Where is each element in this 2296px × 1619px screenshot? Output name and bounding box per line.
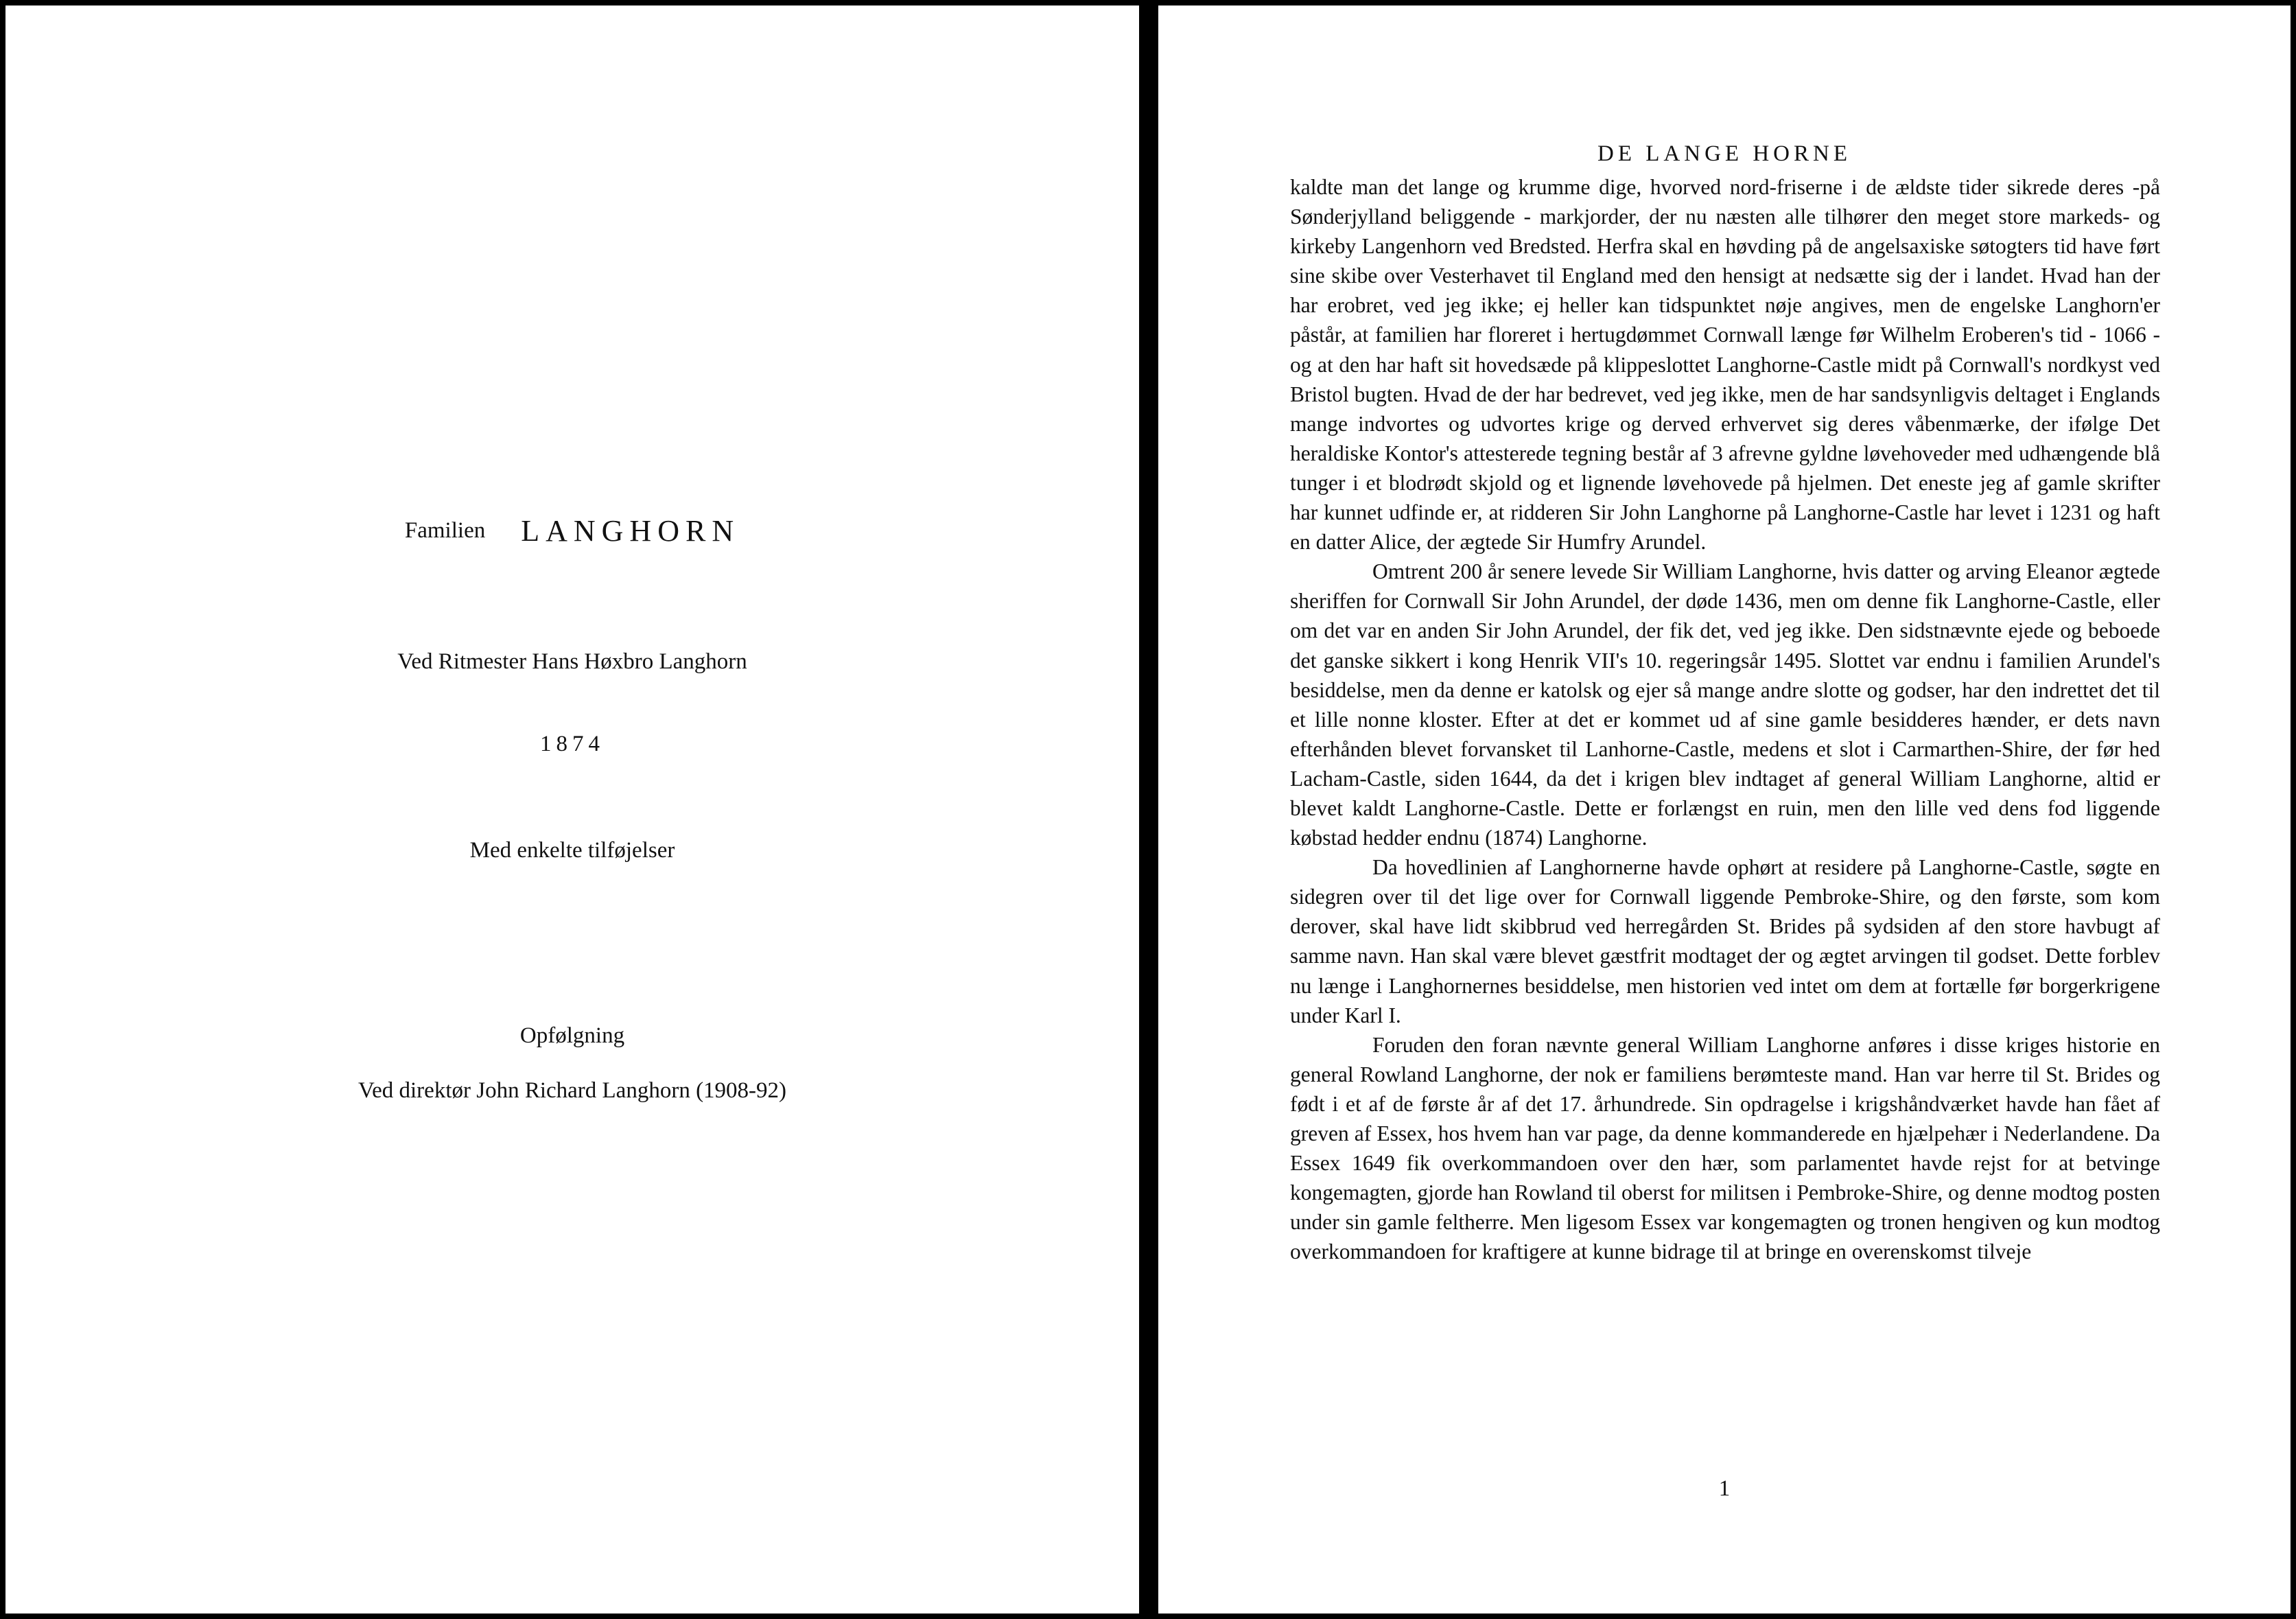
paragraph: kaldte man det lange og krumme dige, hvorved nord-friserne i de ældste tider sikrede deres -på Sønderjylland beliggende - markjorder, der nu næsten alle tilhører den meget store markeds- og kirkeby Langenhorn ved Bredsted. Herfra skal en høvding på de angelsaxiske søtogters tid have ført sine skibe over Vesterhavet til England med den hensigt at nedsætte sig der i landet. Hvad han der har erobret, ved jeg ikke; ej heller kan tidspunktet nøje angives, men de engelske Langhorn'er påstår, at familien har floreret i hertugdømmet Cornwall længe før Wilhelm Eroberen's tid - 1066 - og at den har haft sit hovedsæde på klippeslottet Langhorne-Castle midt på Cornwall's nordkyst ved Bristol bugten. Hvad de der har bedrevet, ved jeg ikke, men de har sandsynligvis deltaget i Englands mange indvortes og udvortes krige og derved erhvervet sig deres våbenmærke, der ifølge Det heraldiske Kontor's attesterede tegning består af 3 afrevne gyldne løvehoveder med udhængende blå tunger i et blodrødt skjold og et lignende løvehovede på hjelmen. Det eneste jeg af gamle skrifter har kunnet udfinde er, at ridderen Sir John Langhorne på Langhorne-Castle har levet i 1231 og haft en datter Alice, der ægtede Sir Humfry Arundel. [1290, 175, 2160, 555]
followup-label: Opfølgning [519, 1023, 625, 1048]
title-prefix: Familien [404, 518, 486, 543]
text-page [1158, 5, 2291, 1614]
followup-author: Ved direktør John Richard Langhorn (1908-92) [358, 1078, 787, 1103]
paragraph: Foruden den foran nævnte general William Langhorne anføres i disse kriges historie en general Rowland Langhorne, der nok er familiens berømteste mand. Han var herre til St. Brides og født i et af de første år af det 17. århundrede. Sin opdragelse i krigshåndværket havde han fået af greven af Essex, hos hvem han var page, da denne kommanderede en hjælpehær i Nederlandene. Da Essex 1649 fik overkommandoen over den hær, som parlamentet havde rejst for at betvinge kongemagten, gjorde han Rowland til oberst for militsen i Pembroke-Shire, og denne modtog posten under sin gamle feltherre. Men ligesom Essex var kongemagten og tronen hengiven og kun modtog overkommandoen for kraftigere at kunne bidrage til at bringe en overenskomst tilveje [1290, 1032, 2160, 1264]
page-number: 1 [1718, 1476, 1731, 1501]
title-page [5, 5, 1139, 1614]
family-surname: LANGHORN [521, 514, 740, 548]
supplement-note: Med enkelte tilføjelser [469, 838, 675, 863]
running-head: DE LANGE HORNE [1597, 141, 1851, 166]
author-line: Ved Ritmester Hans Høxbro Langhorn [397, 649, 747, 674]
title [5, 513, 1139, 548]
paragraph: Omtrent 200 år senere levede Sir William Langhorne, hvis datter og arving Eleanor ægtede sheriffen for Cornwall Sir John Arundel, der døde 1436, men om denne fik Langhorne-Castle, eller om det var en anden Sir John Arundel, der fik det, ved jeg ikke. Den sidstnævnte ejede og beboede det ganske sikkert i kong Henrik VII's 10. regeringsår 1495. Slottet var endnu i familien Arundel's besiddelse, men da denne er katolsk og ejer så mange andre slotte og godser, har den indrettet det til et lille nonne kloster. Efter at det er kommet ud af sine gamle besidderes hænder, er dets navn efterhånden blevet forvansket til Lanhorne-Castle, medens et slot i Carmarthen-Shire, der før hed Lacham-Castle, siden 1644, da det i krigen blev indtaget af general William Langhorne, altid er blevet kaldt Langhorne-Castle. Dette er forlængst en ruin, men den lille ved dens fod liggende købstad hedder endnu (1874) Langhorne. [1290, 559, 2160, 850]
publication-year: 1874 [540, 732, 605, 756]
paragraph: Da hovedlinien af Langhornerne havde ophørt at residere på Langhorne-Castle, søgte en sidegren over til det lige over for Cornwall liggende Pembroke-Shire, og den første, som kom derover, skal have lidt skibbrud ved herregården St. Brides på sydsiden af den store havbugt af samme navn. Han skal være blevet gæstfrit modtaget der og ægtet arvingen til godset. Dette forblev nu længe i Langhornernes besiddelse, men historien ved intet om dem at fortælle før borgerkrigene under Karl I. [1290, 855, 2160, 1027]
body-text [1290, 172, 2160, 1266]
